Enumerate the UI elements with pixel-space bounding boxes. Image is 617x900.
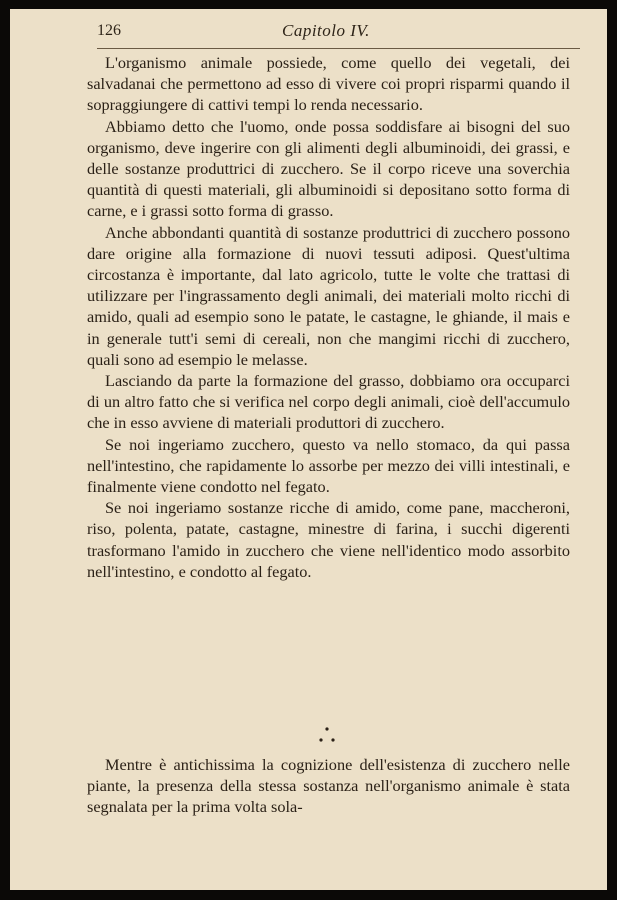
section-break-asterism-icon (316, 724, 338, 746)
paragraph: Se noi ingeriamo zucchero, questo va nello stomaco, da qui passa nell'intestino, che rapidamente lo assorbe per mezzo dei villi intestinali, e finalmente viene condotto nel fegato. (87, 434, 570, 497)
paragraph: Anche abbondanti quantità di sostanze produttrici di zucchero possono dare origine alla formazione di nuovi tessuti adiposi. Quest'ultima circostanza è importante, dal lato agricolo, tutte le volte che trattasi di utilizzare per l'ingrassamento degli animali, dei materiali molto ricchi di amido, quali ad esempio sono le patate, le castagne, le ghiande, il mais e in generale tutt'i semi di cereali, non che mangimi ricchi di zucchero, quali sono ad esempio le melasse. (87, 222, 570, 369)
paragraph: Abbiamo detto che l'uomo, onde possa soddisfare ai bisogni del suo organismo, deve ingerire con gli alimenti degli albuminoidi, dei grassi, e delle sostanze produttrici di zucchero. Se il corpo riceve una soverchia quantità di questi materiali, gli albuminoidi si depositano sotto forma di carne, e i grassi sotto forma di grasso. (87, 116, 570, 221)
page-number: 126 (97, 22, 121, 39)
main-text (87, 52, 570, 582)
paragraph: L'organismo animale possiede, come quello dei vegetali, dei salvadanai che permettono ad esso di vivere coi propri risparmi quando il sopraggiungere di cattivi tempi lo renda necessario. (87, 53, 570, 115)
paragraph: Mentre è antichissima la cognizione dell'esistenza di zucchero nelle piante, la presenza della stessa sostanza nell'organismo animale è stata segnalata per la prima volta sola- (87, 755, 570, 817)
header-rule (97, 48, 580, 49)
paragraph: Se noi ingeriamo sostanze ricche di amido, come pane, maccheroni, riso, polenta, patate, castagne, minestre di farina, i succhi digerenti trasformano l'amido in zucchero che viene nell'identico modo assorbito nell'intestino, e condotto al fegato. (87, 498, 570, 581)
paragraph: Lasciando da parte la formazione del grasso, dobbiamo ora occuparci di un altro fatto che si verifica nel corpo degli animali, cioè dell'accumulo che in esso avviene di materiali produttori di zucchero. (87, 371, 570, 433)
running-head: Capitolo IV. (282, 21, 370, 40)
continued-text (87, 754, 570, 818)
